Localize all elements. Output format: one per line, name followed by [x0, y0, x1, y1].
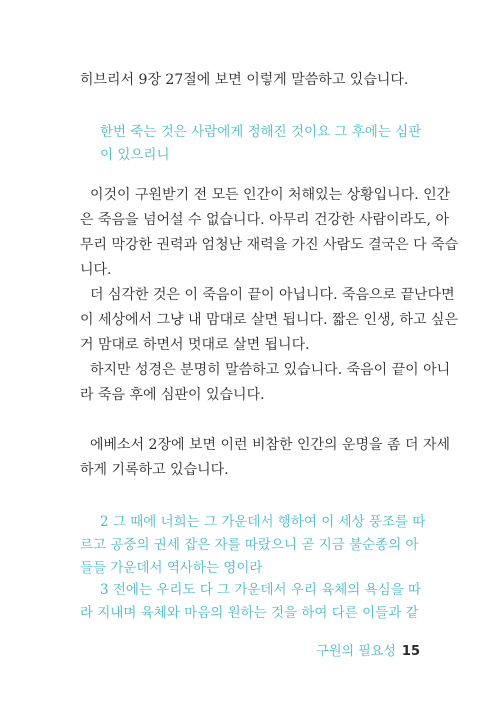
- para1-line-5: 더 심각한 것은 이 죽음이 끝이 아닙니다. 죽음으로 끝난다면: [90, 287, 455, 303]
- para1-line-7: 거 맘대로 하면서 멋대로 살면 됩니다.: [80, 337, 310, 353]
- quote2-line-4: 3 전에는 우리도 다 그 가운데서 우리 육체의 욕심을 따: [100, 582, 422, 598]
- quote1-line-2: 이 있으리니: [100, 147, 170, 163]
- para1-line-8: 하지만 성경은 분명히 말씀하고 있습니다. 죽음이 끝이 아니: [90, 362, 451, 378]
- page-footer: [300, 640, 420, 659]
- para1-line-4: 니다.: [80, 262, 112, 278]
- para1-line-2: 은 죽음을 넘어설 수 없습니다. 아무리 건강한 사람이라도, 아: [80, 212, 450, 228]
- quote2-line-2: 르고 공중의 권세 잡은 자를 따랐으니 곧 지금 불순종의 아: [80, 537, 419, 553]
- intro-line: 히브리서 9장 27절에 보면 이렇게 말씀하고 있습니다.: [80, 72, 409, 88]
- quote2-line-1: 2 그 때에 너희는 그 가운데서 행하여 이 세상 풍조를 따: [100, 514, 426, 530]
- page-number: 15: [401, 644, 420, 659]
- quote2-line-3: 들들 가운데서 역사하는 영이라: [80, 560, 263, 576]
- footer-section-title: 구원의 필요성: [316, 644, 396, 659]
- para1-line-9: 라 죽음 후에 심판이 있습니다.: [80, 387, 265, 403]
- quote2-line-5: 라 지내며 육체와 마음의 원하는 것을 하여 다른 이들과 같: [80, 605, 419, 621]
- para1-line-3: 무리 막강한 권력과 엄청난 재력을 가진 사람도 결국은 다 죽습: [80, 237, 459, 253]
- para1-line-6: 이 세상에서 그냥 내 맘대로 살면 됩니다. 짧은 인생, 하고 싶은: [80, 312, 458, 328]
- para1-line-1: 이것이 구원받기 전 모든 인간이 처해있는 상황입니다. 인간: [90, 187, 451, 203]
- quote1-line-1: 한번 죽는 것은 사람에게 정해진 것이요 그 후에는 심판: [100, 124, 422, 140]
- para2-line-1: 에베소서 2장에 보면 이런 비참한 인간의 운명을 좀 더 자세: [90, 437, 451, 453]
- para2-line-2: 하게 기록하고 있습니다.: [80, 462, 229, 478]
